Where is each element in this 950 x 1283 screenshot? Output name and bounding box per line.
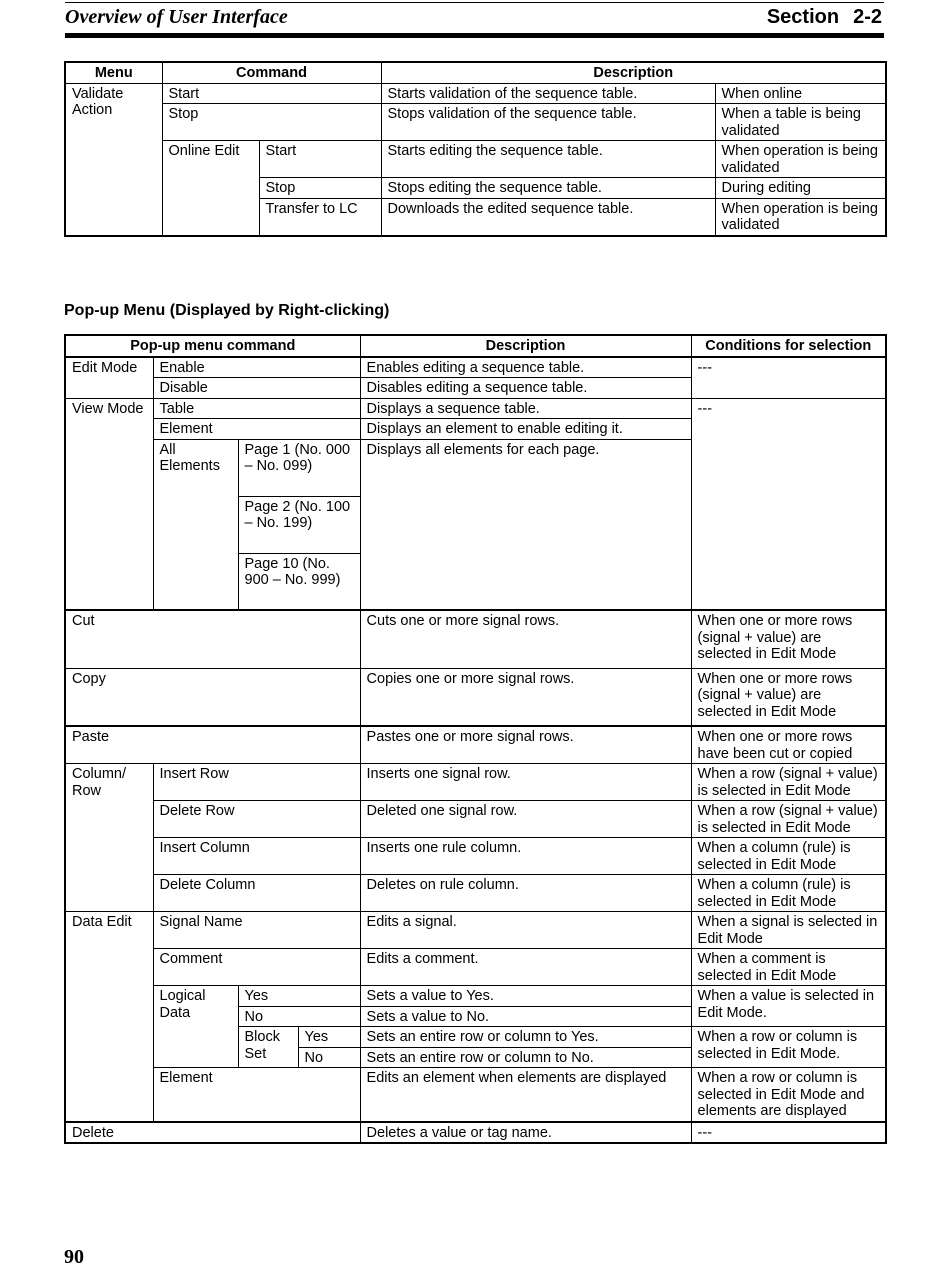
- menu-validate-action: Validate Action: [65, 83, 162, 236]
- condition-cell: When a row or column is selected in Edit Mode.: [691, 1027, 886, 1068]
- description-cell: Inserts one rule column.: [360, 838, 691, 875]
- description-cell: Copies one or more signal rows.: [360, 668, 691, 726]
- condition-cell: When a signal is selected in Edit Mode: [691, 912, 886, 949]
- col-header-description: Description: [381, 62, 886, 83]
- condition-cell: When a row or column is selected in Edit Mode and elements are displayed: [691, 1068, 886, 1122]
- col-header-menu: Menu: [65, 62, 162, 83]
- description-cell: Deleted one signal row.: [360, 801, 691, 838]
- condition-cell: When a value is selected in Edit Mode.: [691, 986, 886, 1027]
- page-cell: Page 2 (No. 100 – No. 199): [238, 496, 360, 553]
- menu-command-table: [64, 61, 887, 237]
- table-row: [65, 875, 886, 912]
- col-header-description: Description: [360, 335, 691, 357]
- page-header-title: Overview of User Interface: [65, 6, 288, 28]
- page-number: 90: [64, 1246, 84, 1268]
- condition-cell: When a row (signal + value) is selected in Edit Mode: [691, 764, 886, 801]
- menu-edit-mode: Edit Mode: [65, 357, 153, 399]
- condition-cell: When one or more rows (signal + value) are selected in Edit Mode: [691, 610, 886, 668]
- table-row: [65, 1122, 886, 1144]
- command-cell: Yes: [298, 1027, 360, 1048]
- command-cell: Start: [162, 83, 381, 104]
- description-cell: Starts editing the sequence table.: [381, 141, 715, 178]
- condition-cell: When one or more rows have been cut or copied: [691, 726, 886, 764]
- condition-cell: ---: [691, 1122, 886, 1144]
- description-cell: Cuts one or more signal rows.: [360, 610, 691, 668]
- menu-cut: Cut: [65, 610, 360, 668]
- command-cell: Delete Row: [153, 801, 360, 838]
- menu-column-row: Column/ Row: [65, 764, 153, 912]
- condition-cell: When operation is being validated: [715, 141, 886, 178]
- command-cell: Start: [259, 141, 381, 178]
- command-cell: Delete Column: [153, 875, 360, 912]
- col-header-conditions: Conditions for selection: [691, 335, 886, 357]
- description-cell: Starts validation of the sequence table.: [381, 83, 715, 104]
- popup-menu-heading: Pop-up Menu (Displayed by Right-clicking): [64, 302, 390, 319]
- command-cell: Insert Row: [153, 764, 360, 801]
- command-cell: Comment: [153, 949, 360, 986]
- table-row: [65, 949, 886, 986]
- table-row: [65, 141, 886, 178]
- table-row: [65, 668, 886, 726]
- command-cell: No: [298, 1047, 360, 1068]
- command-cell: Table: [153, 398, 360, 419]
- col-header-command: Command: [162, 62, 381, 83]
- menu-view-mode: View Mode: [65, 398, 153, 610]
- command-cell: Disable: [153, 378, 360, 399]
- description-cell: Stops validation of the sequence table.: [381, 104, 715, 141]
- command-cell: No: [238, 1006, 360, 1027]
- description-cell: Stops editing the sequence table.: [381, 178, 715, 199]
- group-online-edit: Online Edit: [162, 141, 259, 236]
- section-label: [767, 6, 882, 29]
- header-top-rule: [65, 2, 884, 3]
- command-cell: Insert Column: [153, 838, 360, 875]
- description-cell: Edits a signal.: [360, 912, 691, 949]
- command-logical-data: Logical Data: [153, 986, 238, 1068]
- description-cell: Deletes on rule column.: [360, 875, 691, 912]
- header-rule: [65, 33, 884, 38]
- description-cell: Displays an element to enable editing it.: [360, 419, 691, 440]
- description-cell: Enables editing a sequence table.: [360, 357, 691, 378]
- condition-cell: When a column (rule) is selected in Edit Mode: [691, 838, 886, 875]
- menu-data-edit: Data Edit: [65, 912, 153, 1122]
- table-row: [65, 83, 886, 104]
- command-cell: Enable: [153, 357, 360, 378]
- menu-paste: Paste: [65, 726, 360, 764]
- page-cell: Page 10 (No. 900 – No. 999): [238, 553, 360, 610]
- table-row: [65, 104, 886, 141]
- condition-cell: When a table is being validated: [715, 104, 886, 141]
- col-header-popup-command: Pop-up menu command: [65, 335, 360, 357]
- condition-cell: When operation is being validated: [715, 198, 886, 236]
- table-row: [65, 838, 886, 875]
- table-row: [65, 912, 886, 949]
- description-cell: Edits an element when elements are displayed: [360, 1068, 691, 1122]
- menu-copy: Copy: [65, 668, 360, 726]
- command-cell: Stop: [162, 104, 381, 141]
- description-cell: Edits a comment.: [360, 949, 691, 986]
- table-row: [65, 610, 886, 668]
- condition-cell: When online: [715, 83, 886, 104]
- table-row: [65, 986, 886, 1007]
- table-row: [65, 764, 886, 801]
- description-cell: Downloads the edited sequence table.: [381, 198, 715, 236]
- table-header-row: [65, 335, 886, 357]
- condition-cell: During editing: [715, 178, 886, 199]
- command-cell: Element: [153, 419, 360, 440]
- description-cell: Displays all elements for each page.: [360, 439, 691, 610]
- description-cell: Sets an entire row or column to Yes.: [360, 1027, 691, 1048]
- table-row: [65, 801, 886, 838]
- condition-cell: When a row (signal + value) is selected in Edit Mode: [691, 801, 886, 838]
- condition-cell: When a comment is selected in Edit Mode: [691, 949, 886, 986]
- description-cell: Sets a value to No.: [360, 1006, 691, 1027]
- command-cell: Transfer to LC: [259, 198, 381, 236]
- condition-cell: ---: [691, 398, 886, 610]
- popup-menu-table: [64, 334, 887, 1144]
- description-cell: Deletes a value or tag name.: [360, 1122, 691, 1144]
- description-cell: Inserts one signal row.: [360, 764, 691, 801]
- command-all-elements: All Elements: [153, 439, 238, 610]
- command-block-set: Block Set: [238, 1027, 298, 1068]
- page-cell: Page 1 (No. 000 – No. 099): [238, 439, 360, 496]
- description-cell: Pastes one or more signal rows.: [360, 726, 691, 764]
- table-row: [65, 357, 886, 378]
- description-cell: Displays a sequence table.: [360, 398, 691, 419]
- command-cell: Stop: [259, 178, 381, 199]
- table-row: [65, 1068, 886, 1122]
- description-cell: Sets a value to Yes.: [360, 986, 691, 1007]
- condition-cell: When a column (rule) is selected in Edit Mode: [691, 875, 886, 912]
- section-number: 2-2: [853, 6, 882, 28]
- condition-cell: When one or more rows (signal + value) are selected in Edit Mode: [691, 668, 886, 726]
- table-row: [65, 398, 886, 419]
- condition-cell: ---: [691, 357, 886, 399]
- command-cell: Signal Name: [153, 912, 360, 949]
- section-word: Section: [766, 6, 840, 28]
- menu-delete: Delete: [65, 1122, 360, 1144]
- command-cell: Yes: [238, 986, 360, 1007]
- table-header-row: [65, 62, 886, 83]
- command-cell: Element: [153, 1068, 360, 1122]
- description-cell: Disables editing a sequence table.: [360, 378, 691, 399]
- table-row: [65, 726, 886, 764]
- description-cell: Sets an entire row or column to No.: [360, 1047, 691, 1068]
